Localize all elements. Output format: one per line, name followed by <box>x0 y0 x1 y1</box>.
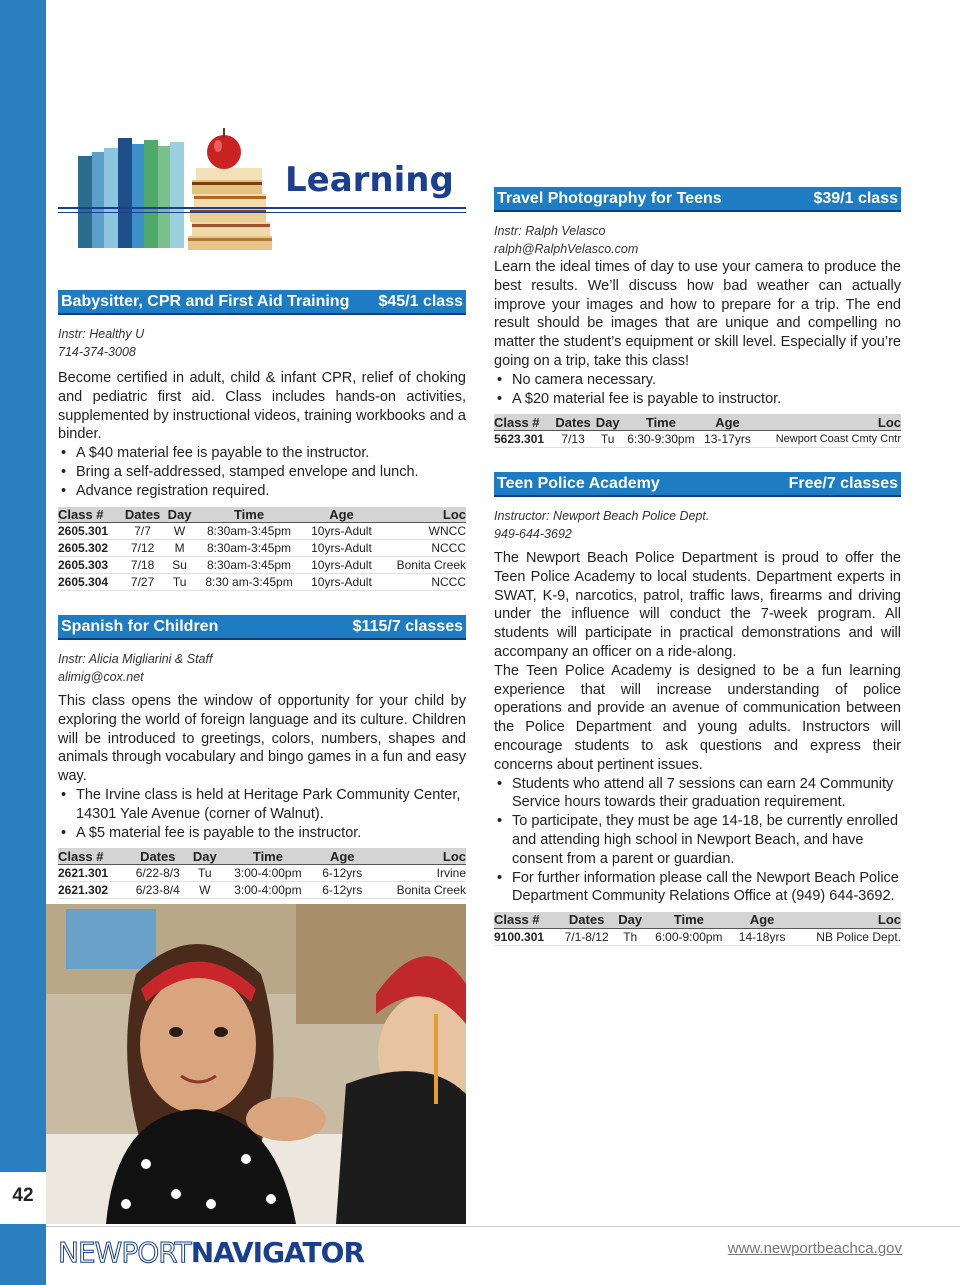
logo-bold-word: NAVIGATOR <box>190 1236 365 1269</box>
cell-age: 14-18yrs <box>732 928 792 945</box>
cell-class: 2621.301 <box>58 864 127 881</box>
col-class: Class # <box>58 507 120 523</box>
cell-day: W <box>165 523 195 540</box>
cell-class: 5623.301 <box>494 430 552 447</box>
col-age: Age <box>304 507 380 523</box>
instructor: Instr: Alicia Migliarini & Staff <box>58 652 213 666</box>
course-bullets <box>58 786 466 842</box>
cell-time: 3:00-4:00pm <box>221 864 314 881</box>
bullet-item: • The Irvine class is held at Heritage Park Community Center, 14301 Yale Avenue (corner of Walnut). <box>58 786 466 824</box>
cell-loc: Newport Coast Cmty Cntr <box>755 430 901 447</box>
instructor: Instr: Healthy U <box>58 327 145 341</box>
cell-time: 3:00-4:00pm <box>221 881 314 898</box>
bullet-item: • Bring a self-addressed, stamped envelope and lunch. <box>58 463 466 482</box>
col-day: Day <box>188 848 221 864</box>
cell-time: 6:30-9:30pm <box>622 430 701 447</box>
bullet-item: • Advance registration required. <box>58 482 466 501</box>
cell-class: 2621.302 <box>58 881 127 898</box>
books-apple-illustration <box>78 126 278 254</box>
course-title: Spanish for Children <box>61 617 219 635</box>
side-watermark <box>0 0 46 1170</box>
cell-loc: WNCC <box>379 523 466 540</box>
cell-time: 8:30 am-3:45pm <box>194 574 303 591</box>
col-class: Class # <box>58 848 127 864</box>
cell-age: 13-17yrs <box>700 430 754 447</box>
course-title: Teen Police Academy <box>497 474 660 492</box>
table-row <box>58 881 466 898</box>
course-header <box>494 472 901 497</box>
cell-dates: 7/27 <box>120 574 164 591</box>
cell-age: 6-12yrs <box>315 864 370 881</box>
cell-class: 2605.302 <box>58 540 120 557</box>
course-header <box>58 290 466 315</box>
instructor-contact: 714-374-3008 <box>58 345 136 359</box>
table-header-row <box>494 912 901 928</box>
instructor: Instr: Ralph Velasco <box>494 224 606 238</box>
col-day: Day <box>615 912 646 928</box>
col-time: Time <box>221 848 314 864</box>
cell-class: 9100.301 <box>494 928 558 945</box>
title-rule <box>58 207 466 209</box>
col-loc: Loc <box>379 507 466 523</box>
col-time: Time <box>622 414 701 430</box>
cell-dates: 7/7 <box>120 523 164 540</box>
col-time: Time <box>194 507 303 523</box>
cell-time: 8:30am-3:45pm <box>194 523 303 540</box>
table-header-row <box>494 414 901 430</box>
course-spanish <box>58 615 466 899</box>
instructor-contact: ralph@RalphVelasco.com <box>494 242 639 256</box>
course-header <box>494 187 901 212</box>
course-price: $39/1 class <box>813 189 898 207</box>
cell-loc: NCCC <box>379 574 466 591</box>
course-photography <box>494 187 901 448</box>
col-dates: Dates <box>558 912 615 928</box>
cell-dates: 6/23-8/4 <box>127 881 188 898</box>
cell-time: 8:30am-3:45pm <box>194 540 303 557</box>
course-price: $45/1 class <box>378 292 463 310</box>
cell-class: 2605.304 <box>58 574 120 591</box>
cell-loc: NCCC <box>379 540 466 557</box>
class-schedule-table <box>494 912 901 946</box>
instructor-contact: alimig@cox.net <box>58 670 144 684</box>
col-time: Time <box>646 912 733 928</box>
col-dates: Dates <box>127 848 188 864</box>
course-babysitter <box>58 290 466 591</box>
bullet-item: • To participate, they must be age 14-18, be currently enrolled and attending high school in Newport Beach, and have consent from a parent or guardian. <box>494 812 901 868</box>
course-title: Babysitter, CPR and First Aid Training <box>61 292 350 310</box>
cell-loc: Bonita Creek <box>379 557 466 574</box>
cell-dates: 7/18 <box>120 557 164 574</box>
table-row <box>494 928 901 945</box>
col-day: Day <box>165 507 195 523</box>
cell-age: 6-12yrs <box>315 881 370 898</box>
bullet-item: • No camera necessary. <box>494 371 901 390</box>
cell-age: 10yrs-Adult <box>304 557 380 574</box>
table-header-row <box>58 507 466 523</box>
cell-class: 2605.301 <box>58 523 120 540</box>
course-price: Free/7 classes <box>788 474 898 492</box>
course-title: Travel Photography for Teens <box>497 189 722 207</box>
course-description: This class opens the window of opportunity for your child by exploring the world of foreign language and its culture. Children will be introduced to greetings, colors, numbers, shapes and animals through vocabulary and bingo games in a fun and easy way. <box>58 693 466 785</box>
cell-loc: Irvine <box>370 864 466 881</box>
logo-light-word: NEWPORT <box>58 1236 191 1269</box>
bullet-item: • A $20 material fee is payable to instructor. <box>494 390 901 409</box>
side-band <box>0 0 46 1285</box>
bullet-item: • A $5 material fee is payable to the instructor. <box>58 824 466 843</box>
col-class: Class # <box>494 414 552 430</box>
cell-loc: Bonita Creek <box>370 881 466 898</box>
course-police <box>494 472 901 946</box>
cell-dates: 6/22-8/3 <box>127 864 188 881</box>
course-header <box>58 615 466 640</box>
course-bullets <box>494 371 901 409</box>
col-age: Age <box>700 414 754 430</box>
cell-day: Su <box>165 557 195 574</box>
table-row <box>58 864 466 881</box>
course-description: The Newport Beach Police Department is proud to offer the Teen Police Academy to local students. Department experts in SWAT, K-9, narcotics, patrol, traffic laws, firearms and driving under the influence will conduct the 7-week program. All students will participate in practical demonstrations and will accompany an officer on a ride-along. <box>494 550 901 660</box>
table-row <box>58 540 466 557</box>
table-row <box>58 557 466 574</box>
col-class: Class # <box>494 912 558 928</box>
class-schedule-table <box>494 414 901 448</box>
class-schedule-table <box>58 507 466 592</box>
cell-age: 10yrs-Adult <box>304 574 380 591</box>
newport-navigator-logo <box>58 1236 364 1269</box>
table-row <box>58 574 466 591</box>
course-description-2: The Teen Police Academy is designed to be a fun learning experience that will increase understanding of police operations and provide an avenue of communication between the Police Department and young adults. Instructors will encourage students to ask questions and express their concerns about pertinent issues. <box>494 662 901 773</box>
cell-dates: 7/13 <box>552 430 593 447</box>
table-row <box>58 523 466 540</box>
col-loc: Loc <box>370 848 466 864</box>
cell-dates: 7/12 <box>120 540 164 557</box>
course-bullets <box>58 444 466 500</box>
course-bullets <box>494 775 901 907</box>
col-loc: Loc <box>792 912 901 928</box>
cell-time: 8:30am-3:45pm <box>194 557 303 574</box>
footer-divider <box>46 1226 960 1227</box>
cell-day: Tu <box>188 864 221 881</box>
cell-time: 6:00-9:00pm <box>646 928 733 945</box>
cell-day: Tu <box>165 574 195 591</box>
col-dates: Dates <box>552 414 593 430</box>
course-description: Learn the ideal times of day to use your camera to produce the best results. We’ll discuss how bad weather can actually improve your images and how to prepare for a trip. The end result should be images that are unique and compelling no matter the student’s equipment or skill level. Especially if you’re going on a trip, take this class! <box>494 259 901 369</box>
cell-dates: 7/1-8/12 <box>558 928 615 945</box>
cell-day: M <box>165 540 195 557</box>
col-age: Age <box>732 912 792 928</box>
bullet-item: • Students who attend all 7 sessions can earn 24 Community Service hours towards their graduation requirement. <box>494 775 901 813</box>
col-loc: Loc <box>755 414 901 430</box>
bullet-item: • For further information please call the Newport Beach Police Department Community Relations Office at (949) 644-3692. <box>494 869 901 907</box>
cell-day: W <box>188 881 221 898</box>
col-day: Day <box>595 414 620 430</box>
cell-loc: NB Police Dept. <box>792 928 901 945</box>
cell-day: Th <box>615 928 646 945</box>
table-header-row <box>58 848 466 864</box>
cell-day: Tu <box>594 430 622 447</box>
class-schedule-table <box>58 848 466 899</box>
bullet-item: • A $40 material fee is payable to the instructor. <box>58 444 466 463</box>
children-photo <box>46 904 466 1224</box>
course-description: Become certified in adult, child & infant CPR, relief of choking and pediatric first aid. Class includes hands-on activities, supplemented by instructional videos, training workbooks and a binder. <box>58 370 466 443</box>
cell-age: 10yrs-Adult <box>304 540 380 557</box>
table-row <box>494 430 901 447</box>
instructor: Instructor: Newport Beach Police Dept. <box>494 509 710 523</box>
course-price: $115/7 classes <box>352 617 463 635</box>
col-dates: Dates <box>120 507 164 523</box>
cell-age: 10yrs-Adult <box>304 523 380 540</box>
instructor-contact: 949-644-3692 <box>494 527 572 541</box>
col-age: Age <box>315 848 370 864</box>
title-rule <box>58 212 466 213</box>
cell-class: 2605.303 <box>58 557 120 574</box>
website-link[interactable]: www.newportbeachca.gov <box>727 1240 902 1257</box>
page-title: Learning <box>285 160 454 200</box>
page-number: 42 <box>12 1185 34 1206</box>
